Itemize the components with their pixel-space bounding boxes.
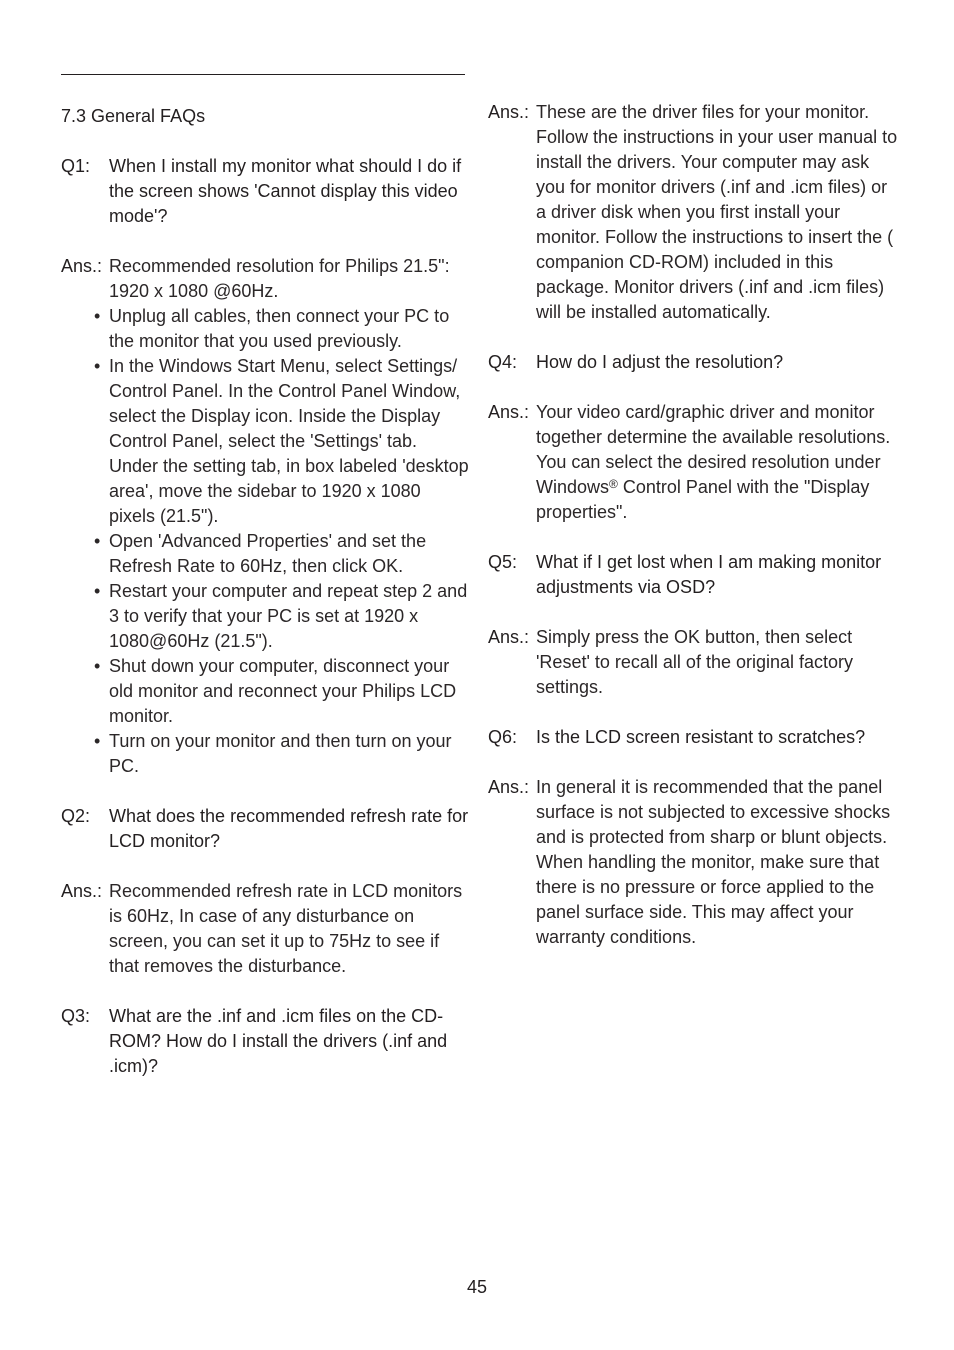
registered-mark: ® xyxy=(609,477,618,491)
bullet-icon: • xyxy=(94,581,101,601)
list-item xyxy=(94,354,471,529)
question-text: Is the LCD screen resistant to scratches? xyxy=(536,727,866,747)
answer-text: Recommended refresh rate in LCD monitors is 60Hz, In case of any disturbance on screen, you can set it up to 75Hz to see if that removes the disturbance. xyxy=(109,881,463,976)
question-label: Q2: xyxy=(61,806,91,826)
question-5 xyxy=(488,550,898,600)
question-label: Q1: xyxy=(61,156,91,176)
bullet-icon: • xyxy=(94,531,101,551)
list-item-text: Turn on your monitor and then turn on your PC. xyxy=(109,731,452,776)
bullet-icon: • xyxy=(94,656,101,676)
list-item xyxy=(94,304,471,354)
page-number: 45 xyxy=(466,1277,488,1297)
answer-label: Ans.: xyxy=(488,777,530,797)
question-label: Q3: xyxy=(61,1006,91,1026)
bullet-icon: • xyxy=(94,306,101,326)
answer-3 xyxy=(488,100,898,325)
answer-6 xyxy=(488,775,898,950)
answer-label: Ans.: xyxy=(488,402,530,422)
answer-4 xyxy=(488,400,898,525)
answer-body xyxy=(94,254,471,779)
list-item xyxy=(94,579,471,654)
answer-label: Ans.: xyxy=(488,102,530,122)
question-text: What are the .inf and .icm files on the CD-ROM? How do I install the drivers (.inf and .icm)? xyxy=(109,1006,448,1076)
header-rule xyxy=(61,74,465,75)
section-title: 7.3 General FAQs xyxy=(61,106,206,126)
list-item xyxy=(94,729,471,779)
question-text: How do I adjust the resolution? xyxy=(536,352,784,372)
question-label: Q6: xyxy=(488,727,518,747)
question-label: Q4: xyxy=(488,352,518,372)
question-4 xyxy=(488,350,898,375)
answer-label: Ans.: xyxy=(61,256,103,276)
answer-text xyxy=(536,400,898,525)
list-item xyxy=(94,654,471,729)
answer-2 xyxy=(61,879,471,979)
answer-5 xyxy=(488,625,898,700)
answer-label: Ans.: xyxy=(61,881,103,901)
question-6 xyxy=(488,725,898,750)
question-text: What if I get lost when I am making monitor adjustments via OSD? xyxy=(536,552,882,597)
question-label: Q5: xyxy=(488,552,518,572)
answer-label: Ans.: xyxy=(488,627,530,647)
list-item-text: Shut down your computer, disconnect your old monitor and reconnect your Philips LCD monitor. xyxy=(109,656,457,726)
question-text: When I install my monitor what should I do if the screen shows 'Cannot display this video mode'? xyxy=(109,156,462,226)
bullet-icon: • xyxy=(94,356,101,376)
question-1 xyxy=(61,154,471,229)
right-column xyxy=(488,100,898,975)
question-2 xyxy=(61,804,471,854)
answer-steps-list xyxy=(94,304,471,779)
question-text: What does the recommended refresh rate for LCD monitor? xyxy=(109,806,469,851)
answer-text: These are the driver files for your monitor. Follow the instructions in your user manual to install the drivers. Your computer may ask you for monitor drivers (.inf and .icm files) or a driver disk when you first install your monitor. Follow the instructions to insert the ( companion CD-ROM) included in this package. Monitor drivers (.inf and .icm files) will be installed automatically. xyxy=(536,102,898,322)
answer-text: In general it is recommended that the panel surface is not subjected to excessive shocks and is protected from sharp or blunt objects. When handling the monitor, make sure that there is no pressure or force applied to the panel surface side. This may affect your warranty conditions. xyxy=(536,777,891,947)
list-item-text: Unplug all cables, then connect your PC to the monitor that you used previously. xyxy=(109,306,450,351)
answer-text-part: Control Panel with the "Display properties". xyxy=(536,477,870,522)
left-column xyxy=(61,100,471,1104)
answer-text-part: Your video card/graphic driver and monitor together determine the available resolutions. You can select the desired resolution under Windows xyxy=(536,402,891,497)
list-item-text: In the Windows Start Menu, select Settings/ Control Panel. In the Control Panel Window, select the Display icon. Inside the Display Control Panel, select the 'Settings' tab. Under the setting tab, in box labeled 'desktop area', move the sidebar to 1920 x 1080 pixels (21.5"). xyxy=(109,356,469,526)
list-item-text: Open 'Advanced Properties' and set the Refresh Rate to 60Hz, then click OK. xyxy=(109,531,427,576)
answer-text: Simply press the OK button, then select 'Reset' to recall all of the original factory settings. xyxy=(536,627,854,697)
list-item xyxy=(94,529,471,579)
bullet-icon: • xyxy=(94,731,101,751)
answer-1 xyxy=(61,254,471,779)
question-3 xyxy=(61,1004,471,1079)
list-item-text: Restart your computer and repeat step 2 and 3 to verify that your PC is set at 1920 x 1080@60Hz (21.5"). xyxy=(109,581,468,651)
answer-intro: Recommended resolution for Philips 21.5": 1920 x 1080 @60Hz. xyxy=(109,256,450,301)
